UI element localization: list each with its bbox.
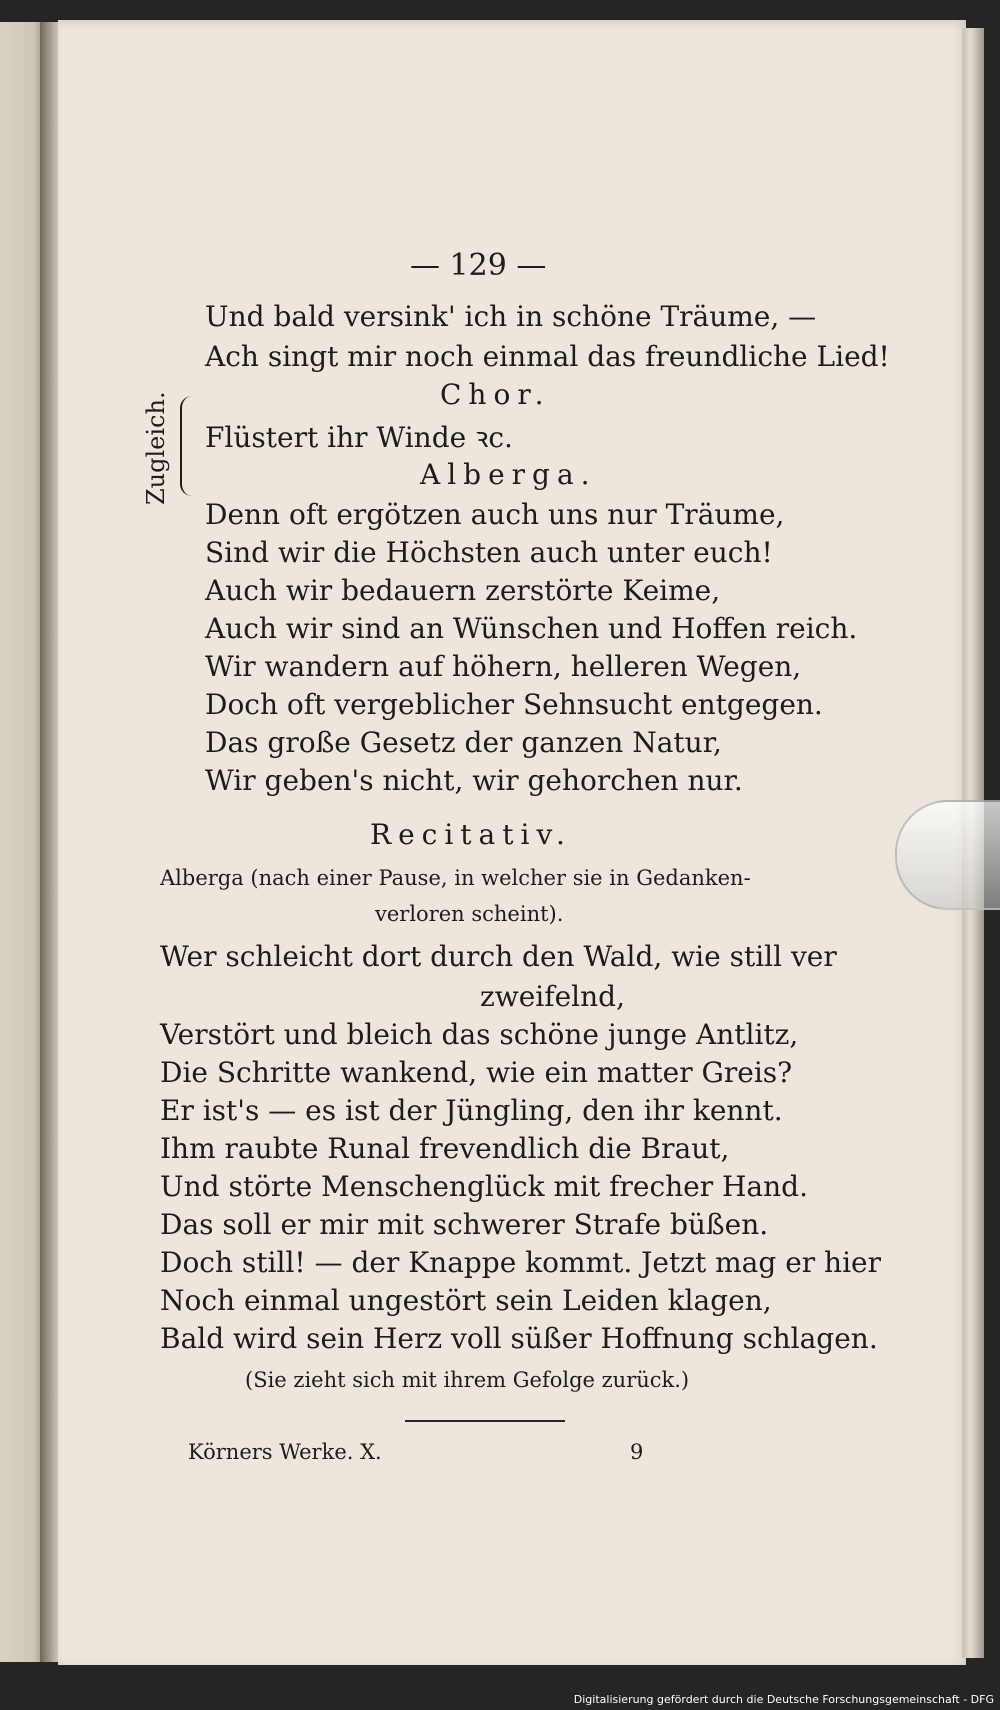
verse-line: Das große Gesetz der ganzen Natur, (205, 726, 722, 759)
section-heading: Recitativ. (370, 818, 572, 851)
verse-line: Doch oft vergeblicher Sehnsucht entgegen. (205, 688, 823, 721)
verse-line: Doch still! — der Knappe kommt. Jetzt mag er hier (160, 1246, 881, 1279)
footer-rule (405, 1420, 565, 1422)
verse-line: Das soll er mir mit schwerer Strafe büßen. (160, 1208, 769, 1241)
verse-line: Wer schleicht dort durch den Wald, wie still ver (160, 940, 837, 973)
verse-line: Wir wandern auf höhern, helleren Wegen, (205, 650, 802, 683)
verse-line: Bald wird sein Herz voll süßer Hoffnung schlagen. (160, 1322, 878, 1355)
stage-direction: verloren scheint). (375, 902, 564, 926)
page-number: — 129 — (410, 248, 547, 283)
footer-title: Körners Werke. X. (188, 1440, 382, 1464)
digitization-credit: Digitalisierung gefördert durch die Deutsche Forschungsgemeinschaft - DFG (573, 1693, 994, 1706)
page-clip (895, 800, 1000, 910)
stage-direction: Alberga (nach einer Pause, in welcher sie in Gedanken- (160, 866, 751, 890)
verse-line: Denn oft ergötzen auch uns nur Träume, (205, 498, 785, 531)
signature-mark: 9 (630, 1440, 644, 1464)
verse-line: Sind wir die Höchsten auch unter euch! (205, 536, 773, 569)
verse-line: Die Schritte wankend, wie ein matter Greis? (160, 1056, 793, 1089)
verse-line: Flüstert ihr Winde ꝛc. (205, 421, 513, 454)
verse-line: Ihm raubte Runal frevendlich die Braut, (160, 1132, 730, 1165)
speaker-alberga: Alberga. (420, 458, 597, 491)
verse-line: Ach singt mir noch einmal das freundliche Lied! (205, 340, 890, 373)
side-label: Zugleich. (142, 391, 170, 505)
verse-line: Noch einmal ungestört sein Leiden klagen, (160, 1284, 772, 1317)
verse-line: Und bald versink' ich in schöne Träume, — (205, 300, 817, 333)
verse-line: zweifelnd, (480, 980, 625, 1013)
speaker-chor: Chor. (440, 378, 551, 411)
verse-line: Verstört und bleich das schöne junge Antlitz, (160, 1018, 799, 1051)
verse-line: Auch wir sind an Wünschen und Hoffen reich. (205, 612, 858, 645)
stage-direction: (Sie zieht sich mit ihrem Gefolge zurück.) (245, 1368, 690, 1392)
verse-line: Er ist's — es ist der Jüngling, den ihr kennt. (160, 1094, 783, 1127)
verse-line: Und störte Menschenglück mit frecher Hand. (160, 1170, 808, 1203)
brace (180, 396, 200, 496)
verse-line: Wir geben's nicht, wir gehorchen nur. (205, 764, 743, 797)
verse-line: Auch wir bedauern zerstörte Keime, (205, 574, 721, 607)
